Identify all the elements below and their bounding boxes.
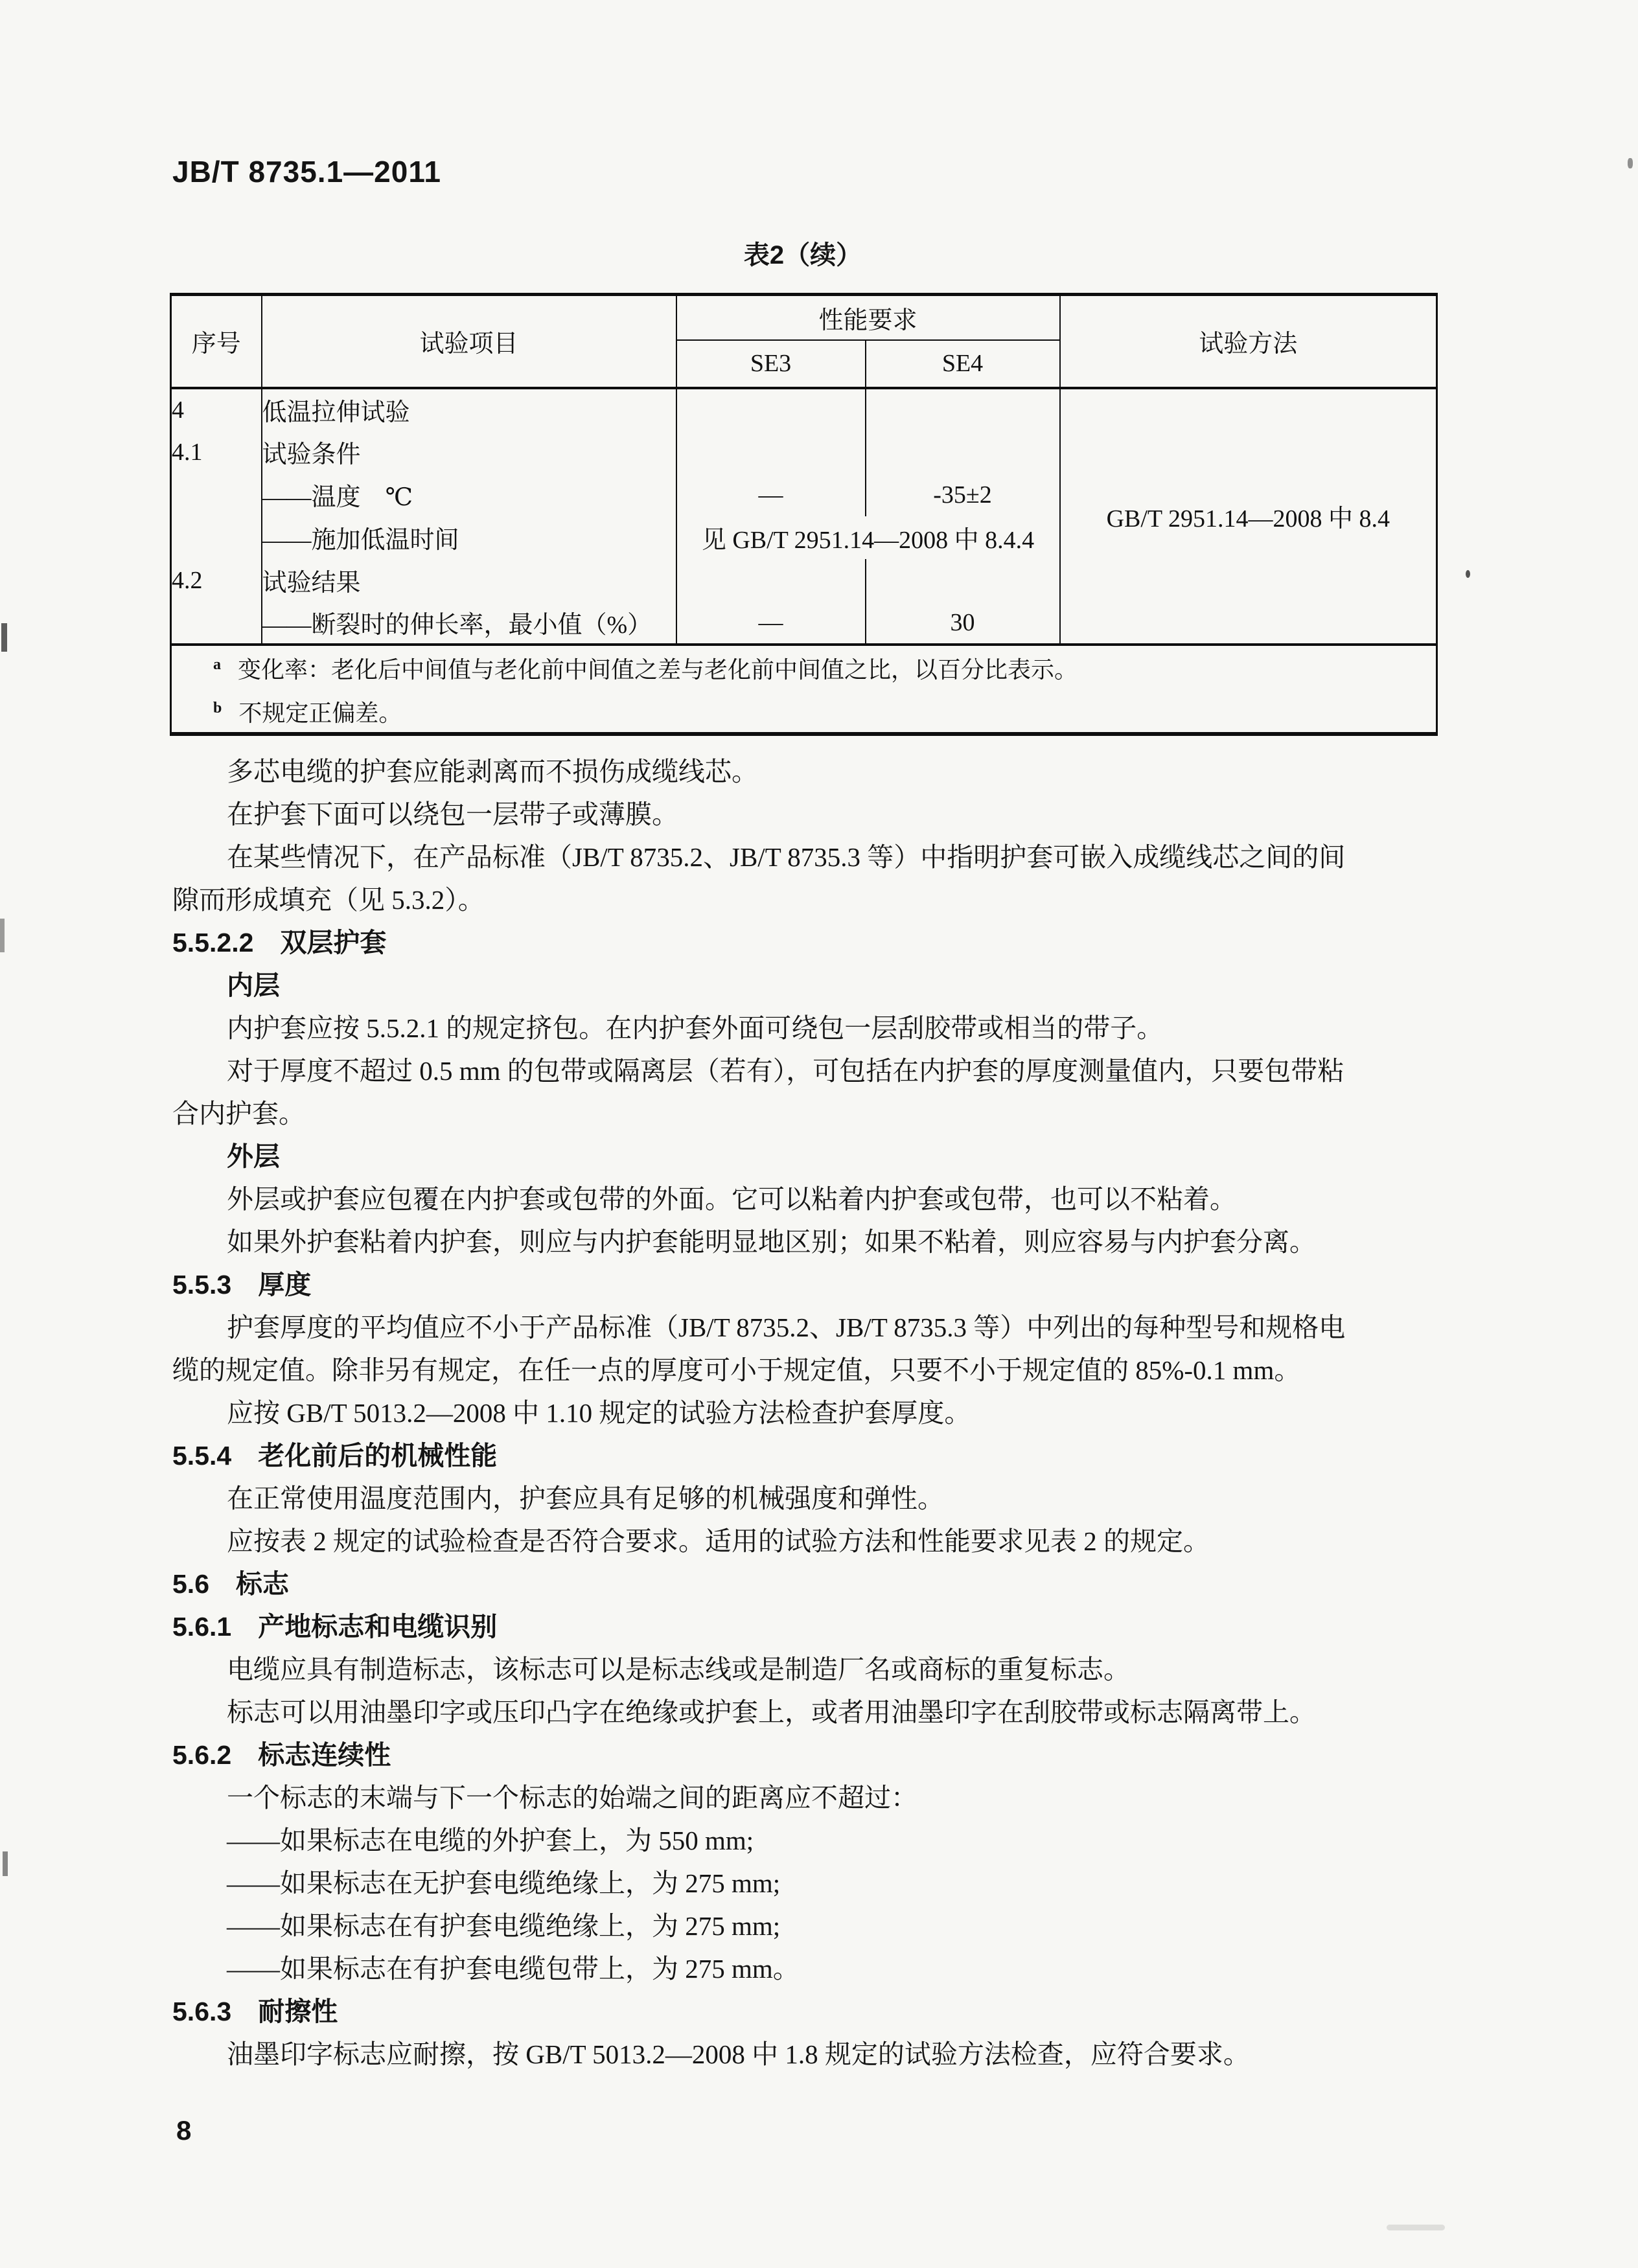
heading-5-6-3: 5.6.3 耐擦性 [172, 1997, 338, 2026]
scan-artifact [0, 919, 5, 952]
body-text [172, 750, 1488, 2076]
paragraph-line: 缆的规定值。除非另有规定，在任一点的厚度可小于规定值，只要不小于规定值的 85%-0.1 mm。 [172, 1355, 1301, 1385]
cell-se3: — [676, 474, 866, 516]
paragraph-line: 对于厚度不超过 0.5 mm 的包带或隔离层（若有），可包括在内护套的厚度测量值内，只要包带粘 [227, 1056, 1344, 1086]
scan-artifact [1628, 158, 1633, 168]
scan-artifact [1387, 2225, 1445, 2230]
cell-se4 [866, 559, 1060, 602]
paragraph-line: 外层或护套应包覆在内护套或包带的外面。它可以粘着内护套或包带，也可以不粘着。 [227, 1184, 1236, 1214]
paragraph-line: 油墨印字标志应耐擦，按 GB/T 5013.2—2008 中 1.8 规定的试验方法检查，应符合要求。 [227, 2039, 1250, 2069]
cell-seq [171, 474, 262, 516]
footnote-a [171, 645, 1437, 691]
cell-se3 [676, 388, 866, 431]
paragraph-line: 应按表 2 规定的试验检查是否符合要求。适用的试验方法和性能要求见表 2 的规定。 [227, 1526, 1210, 1556]
cell-item: 试验结果 [262, 559, 676, 602]
cell-se3: — [676, 602, 866, 645]
paragraph-line: 应按 GB/T 5013.2—2008 中 1.10 规定的试验方法检查护套厚度。 [227, 1398, 971, 1428]
footnote-a-marker: a [213, 656, 221, 673]
paragraph-line: 隙而形成填充（见 5.3.2）。 [172, 885, 485, 915]
paragraph-line: 多芯电缆的护套应能剥离而不损伤成缆线芯。 [227, 757, 758, 786]
subheading-outer-layer: 外层 [227, 1141, 280, 1171]
subheading-inner-layer: 内层 [227, 970, 280, 1000]
col-header-item: 试验项目 [262, 295, 676, 388]
paragraph-line: 标志可以用油墨印字或压印凸字在绝缘或护套上，或者用油墨印字在刮胶带或标志隔离带上。 [227, 1697, 1316, 1727]
cell-seq: 4.2 [171, 559, 262, 602]
paragraph-line: 护套厚度的平均值应不小于产品标准（JB/T 8735.2、JB/T 8735.3 等）中列出的每种型号和规格电 [227, 1312, 1346, 1342]
cell-se3-se4-span: 见 GB/T 2951.14—2008 中 8.4.4 [676, 516, 1060, 559]
table-footnote-row [171, 645, 1437, 691]
cell-item: ——温度 ℃ [262, 474, 676, 516]
dash-list-item: ——如果标志在电缆的外护套上，为 550 mm; [227, 1826, 754, 1855]
col-header-seq: 序号 [171, 295, 262, 388]
cell-item: 低温拉伸试验 [262, 388, 676, 431]
heading-5-5-3: 5.5.3 厚度 [172, 1270, 312, 1300]
heading-5-6-1: 5.6.1 产地标志和电缆识别 [172, 1612, 498, 1642]
cell-se3 [676, 431, 866, 474]
col-header-method: 试验方法 [1060, 295, 1437, 388]
footnote-b-marker: b [213, 699, 222, 716]
cell-se3 [676, 559, 866, 602]
cell-seq [171, 516, 262, 559]
paragraph-line: 在某些情况下，在产品标准（JB/T 8735.2、JB/T 8735.3 等）中指明护套可嵌入成缆线芯之间的间 [227, 842, 1346, 872]
cell-se4 [866, 431, 1060, 474]
performance-requirements-table [170, 293, 1438, 736]
paragraph-line: 一个标志的末端与下一个标志的始端之间的距离应不超过： [227, 1783, 917, 1813]
table-footnote-row [171, 691, 1437, 734]
heading-5-6: 5.6 标志 [172, 1569, 289, 1599]
cell-method: GB/T 2951.14—2008 中 8.4 [1060, 388, 1437, 645]
cell-item: ——施加低温时间 [262, 516, 676, 559]
footnote-b [171, 691, 1437, 734]
paragraph-line: 如果外护套粘着内护套，则应与内护套能明显地区别；如果不粘着，则应容易与内护套分离。 [227, 1227, 1316, 1257]
paragraph-line: 合内护套。 [172, 1099, 305, 1128]
footnote-a-text: 变化率：老化后中间值与老化前中间值之差与老化前中间值之比，以百分比表示。 [238, 657, 1078, 683]
heading-5-5-4: 5.5.4 老化前后的机械性能 [172, 1441, 498, 1471]
paragraph-line: 在护套下面可以绕包一层带子或薄膜。 [227, 799, 678, 829]
cell-seq [171, 602, 262, 645]
paragraph-line: 电缆应具有制造标志，该标志可以是标志线或是制造厂名或商标的重复标志。 [227, 1655, 1130, 1684]
dash-list-item: ——如果标志在有护套电缆绝缘上，为 275 mm; [227, 1911, 781, 1941]
table-title: 表2（续） [743, 241, 862, 269]
cell-seq: 4.1 [171, 431, 262, 474]
heading-5-6-2: 5.6.2 标志连续性 [172, 1740, 391, 1770]
dash-list-item: ——如果标志在无护套电缆绝缘上，为 275 mm; [227, 1868, 781, 1898]
paragraph-line: 在正常使用温度范围内，护套应具有足够的机械强度和弹性。 [227, 1483, 944, 1513]
table-row [171, 388, 1437, 431]
scan-artifact [1, 623, 7, 652]
cell-se4: -35±2 [866, 474, 1060, 516]
page-number: 8 [176, 2115, 192, 2146]
paragraph-line: 内护套应按 5.5.2.1 的规定挤包。在内护套外面可绕包一层刮胶带或相当的带子。 [227, 1013, 1164, 1043]
cell-seq: 4 [171, 388, 262, 431]
cell-item: 试验条件 [262, 431, 676, 474]
scan-artifact [1466, 570, 1470, 578]
dash-list-item: ——如果标志在有护套电缆包带上，为 275 mm。 [227, 1954, 800, 1984]
standard-number: JB/T 8735.1—2011 [172, 155, 441, 189]
heading-5-5-2-2: 5.5.2.2 双层护套 [172, 928, 387, 957]
scan-artifact [3, 1851, 8, 1876]
col-header-se4: SE4 [866, 340, 1060, 388]
cell-se4: 30 [866, 602, 1060, 645]
footnote-b-text: 不规定正偏差。 [238, 700, 402, 726]
cell-item: ——断裂时的伸长率，最小值（%） [262, 602, 676, 645]
cell-se4 [866, 388, 1060, 431]
col-header-se3: SE3 [676, 340, 866, 388]
col-header-perf: 性能要求 [676, 295, 1060, 340]
